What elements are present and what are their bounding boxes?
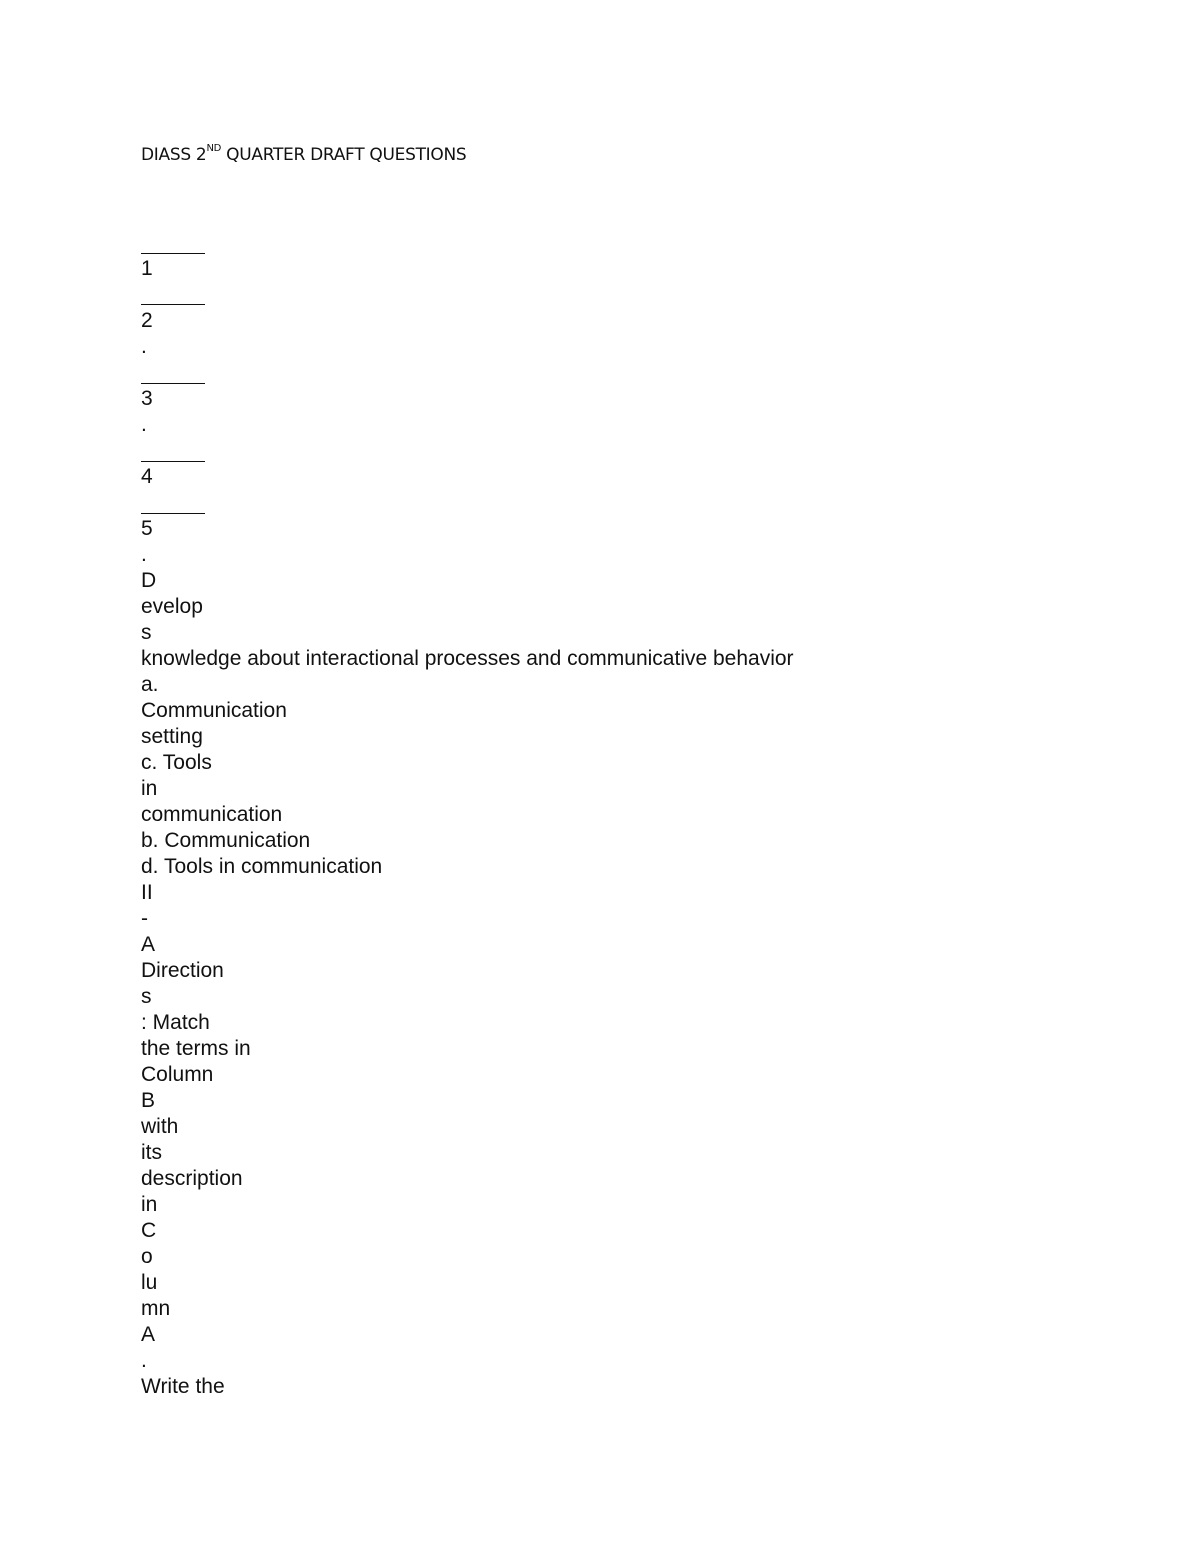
- choice-text: d. Tools in communication: [141, 855, 383, 878]
- choice-text: setting: [141, 725, 203, 748]
- directions-text: B: [141, 1089, 156, 1112]
- directions-text: mn: [141, 1297, 171, 1320]
- directions-text: the terms in: [141, 1037, 251, 1060]
- item-number: 4: [141, 465, 153, 488]
- item-number-dot: .: [141, 543, 147, 566]
- item-number: 1: [141, 257, 153, 280]
- section-label: II: [141, 881, 153, 904]
- directions-text: Direction: [141, 959, 224, 982]
- item-number-dot: .: [141, 413, 147, 436]
- document-title: [141, 145, 466, 165]
- title-superscript: ND: [206, 143, 222, 155]
- title-suffix: QUARTER DRAFT QUESTIONS: [221, 145, 467, 165]
- question-text: D: [141, 569, 157, 592]
- directions-text: C: [141, 1219, 157, 1242]
- answer-blank-1: [141, 253, 205, 254]
- question-text: knowledge about interactional processes and communicative behavior: [141, 647, 794, 670]
- directions-text: with: [141, 1115, 179, 1138]
- directions-text: .: [141, 1349, 147, 1372]
- question-text: evelop: [141, 595, 203, 618]
- item-number: 3: [141, 387, 153, 410]
- question-text: s: [141, 621, 152, 644]
- choice-text: b. Communication: [141, 829, 311, 852]
- directions-text: Write the: [141, 1375, 225, 1398]
- directions-text: Column: [141, 1063, 214, 1086]
- choice-text: a.: [141, 673, 159, 696]
- item-number: 2: [141, 309, 153, 332]
- choice-text: communication: [141, 803, 283, 826]
- item-number: 5: [141, 517, 153, 540]
- item-number-dot: .: [141, 335, 147, 358]
- section-label: -: [141, 907, 148, 930]
- directions-text: its: [141, 1141, 162, 1164]
- choice-text: c. Tools: [141, 751, 212, 774]
- directions-text: A: [141, 1323, 156, 1346]
- answer-blank-5: [141, 513, 205, 514]
- directions-text: s: [141, 985, 152, 1008]
- directions-text: description: [141, 1167, 243, 1190]
- answer-blank-3: [141, 383, 205, 384]
- answer-blank-4: [141, 461, 205, 462]
- answer-blank-2: [141, 304, 205, 305]
- title-prefix: DIASS 2: [141, 145, 207, 165]
- choice-text: in: [141, 777, 158, 800]
- directions-text: : Match: [141, 1011, 210, 1034]
- directions-text: o: [141, 1245, 153, 1268]
- directions-text: in: [141, 1193, 158, 1216]
- section-label: A: [141, 933, 156, 956]
- directions-text: lu: [141, 1271, 158, 1294]
- choice-text: Communication: [141, 699, 287, 722]
